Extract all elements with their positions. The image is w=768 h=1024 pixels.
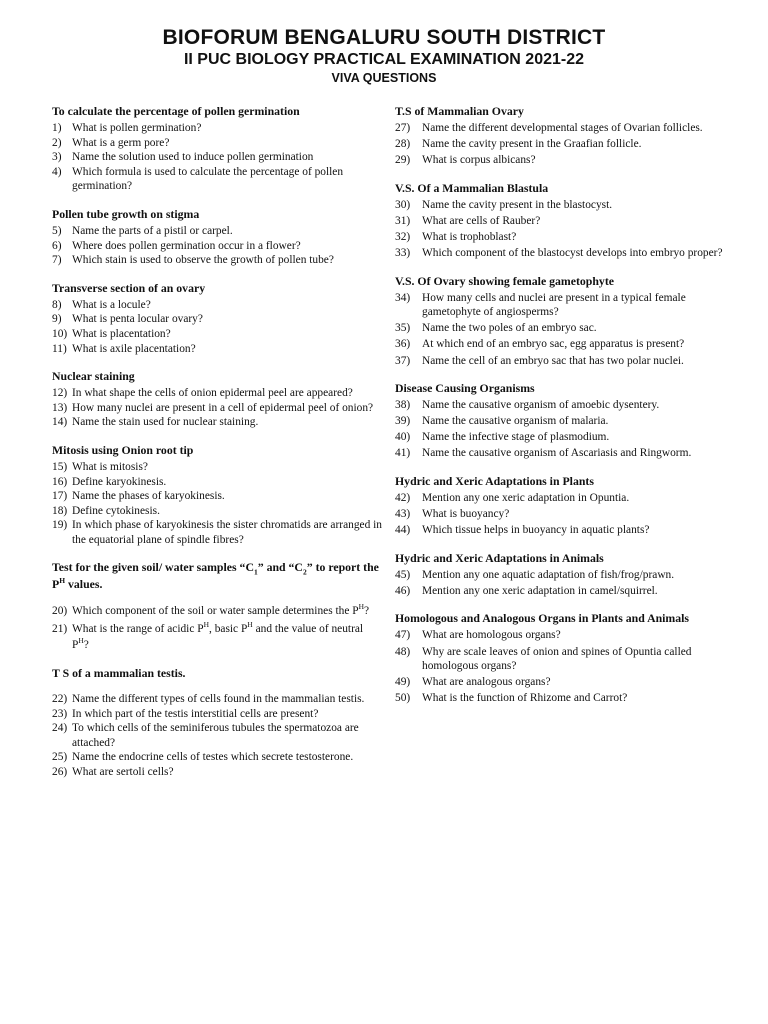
question-item — [395, 491, 725, 506]
section-title: V.S. Of Ovary showing female gametophyte — [395, 273, 614, 288]
question-section — [395, 610, 725, 705]
question-list — [52, 692, 382, 780]
question-item — [52, 504, 382, 519]
question-item — [395, 321, 725, 336]
question-item — [395, 414, 725, 429]
question-text: What are analogous organs? — [422, 676, 551, 689]
question-text: Name the cavity present in the Graafian follicle. — [422, 138, 642, 151]
question-section — [395, 273, 725, 368]
question-text: What is trophoblast? — [422, 230, 517, 243]
question-number: 40) — [395, 431, 411, 444]
question-item — [395, 507, 725, 522]
q20-part2: ? — [364, 605, 370, 618]
question-text: Name the causative organism of amoebic dysentery. — [422, 399, 660, 412]
question-text: Mention any one xeric adaptation in Opuntia. — [422, 492, 630, 504]
question-number: 29) — [395, 154, 411, 167]
left-column — [52, 103, 382, 792]
question-item — [52, 518, 382, 547]
question-text: Name the two poles of an embryo sac. — [422, 322, 597, 335]
q21-sup3: H — [78, 636, 84, 646]
question-text: What are sertoli cells? — [72, 766, 174, 779]
question-item — [395, 121, 725, 136]
question-text: Name the cavity present in the blastocyst. — [422, 198, 613, 211]
question-text: Where does pollen germination occur in a flower? — [72, 239, 301, 252]
question-number: 41) — [395, 447, 411, 460]
question-text: What is a locule? — [72, 298, 151, 311]
question-number: 36) — [395, 338, 411, 351]
question-item — [395, 628, 725, 643]
question-item — [52, 224, 382, 239]
question-text: Mention any one aquatic adaptation of fish/frog/prawn. — [422, 568, 675, 581]
section-title: Disease Causing Organisms — [395, 381, 535, 396]
question-item — [52, 765, 382, 780]
question-item — [52, 401, 382, 416]
question-text: In which part of the testis interstitial cells are present? — [72, 707, 319, 720]
q21-part4: ? — [83, 639, 89, 652]
soil-title-part1: Test for the given soil/ water samples “C — [52, 560, 254, 575]
question-number: 16) — [52, 475, 68, 488]
question-number: 13) — [52, 401, 68, 414]
viva-heading: VIVA QUESTIONS — [331, 71, 437, 85]
question-number: 25) — [52, 751, 68, 764]
question-number: 49) — [395, 676, 411, 689]
question-number: 9) — [52, 313, 62, 326]
question-text: Which tissue helps in buoyancy in aquatic plants? — [422, 524, 650, 537]
question-number: 44) — [395, 524, 411, 537]
question-number: 50) — [395, 692, 411, 705]
question-number: 43) — [395, 508, 411, 521]
q21-sup1: H — [203, 620, 209, 630]
question-item — [395, 446, 725, 461]
question-item — [395, 354, 725, 369]
question-number: 1) — [52, 122, 62, 134]
question-number: 46) — [395, 584, 411, 597]
section-soil-ph — [52, 559, 382, 653]
question-text: What are homologous organs? — [422, 629, 561, 642]
question-text: What is a germ pore? — [72, 136, 170, 149]
question-number: 38) — [395, 399, 411, 412]
question-number: 19) — [52, 519, 68, 532]
question-number: 5) — [52, 224, 62, 237]
question-item — [395, 584, 725, 599]
question-text: What is the function of Rhizome and Carrot? — [422, 692, 628, 705]
question-text: In what shape the cells of onion epidermal peel are appeared? — [72, 387, 353, 400]
question-text: What is placentation? — [72, 327, 171, 340]
question-number: 31) — [395, 214, 411, 227]
section-title: Pollen tube growth on stigma — [52, 206, 200, 221]
question-text: What is penta locular ovary? — [72, 313, 203, 326]
question-text: How many nuclei are present in a cell of epidermal peel of onion? — [72, 401, 374, 414]
question-text: At which end of an embryo sac, egg apparatus is present? — [422, 338, 685, 351]
question-text: Name the phases of karyokinesis. — [72, 490, 225, 503]
question-item — [52, 721, 382, 750]
question-item — [395, 568, 725, 583]
question-number: 15) — [52, 460, 68, 473]
question-number: 48) — [395, 645, 411, 658]
section-testis — [52, 665, 382, 780]
section-title: Nuclear staining — [52, 369, 135, 384]
question-number: 23) — [52, 707, 68, 720]
question-text: In which phase of karyokinesis the sister chromatids are arranged in the equatorial plane of spindle fibres? — [72, 519, 382, 546]
section-title: Mitosis using Onion root tip — [52, 442, 194, 457]
question-text: Define karyokinesis. — [72, 475, 167, 488]
section-title: Hydric and Xeric Adaptations in Animals — [395, 550, 604, 565]
question-section — [395, 180, 725, 261]
question-item — [395, 645, 725, 674]
question-number: 6) — [52, 239, 62, 252]
section-title: Homologous and Analogous Organs in Plants and Animals — [395, 611, 690, 626]
question-item — [52, 165, 382, 194]
question-section — [52, 442, 382, 548]
question-number: 3) — [52, 151, 62, 164]
question-number: 26) — [52, 766, 68, 779]
question-section — [395, 103, 725, 168]
question-section — [52, 368, 382, 430]
question-item — [52, 692, 382, 707]
question-text: Name the different developmental stages of Ovarian follicles. — [422, 122, 703, 134]
question-text: To which cells of the seminiferous tubules the spermatozoa are attached? — [72, 722, 359, 749]
question-text: What is axile placentation? — [72, 342, 196, 355]
question-text: Why are scale leaves of onion and spines of Opuntia called homologous organs? — [422, 645, 692, 673]
question-number: 33) — [395, 247, 411, 260]
question-number: 8) — [52, 298, 62, 311]
question-number: 12) — [52, 387, 68, 400]
question-item — [395, 430, 725, 445]
left-sections — [52, 103, 382, 547]
question-item — [52, 150, 382, 165]
question-number: 37) — [395, 354, 411, 367]
question-section — [52, 280, 382, 356]
question-item — [52, 415, 382, 430]
question-item — [52, 239, 382, 254]
q21-sup2: H — [247, 620, 253, 630]
question-number: 4) — [52, 165, 62, 178]
question-number: 2) — [52, 136, 62, 149]
question-item — [395, 523, 725, 538]
section-title: Hydric and Xeric Adaptations in Plants — [395, 474, 594, 488]
question-section — [395, 550, 725, 599]
question-number: 32) — [395, 230, 411, 243]
question-text: Name the different types of cells found in the mammalian testis. — [72, 693, 365, 706]
q21-part2: , basic P — [209, 623, 248, 636]
soil-title-sub1: 1 — [253, 567, 258, 577]
question-item — [395, 691, 725, 706]
section-title: V.S. Of a Mammalian Blastula — [395, 180, 549, 195]
question-number: 42) — [395, 492, 411, 504]
question-text: Which formula is used to calculate the percentage of pollen germination? — [72, 165, 344, 193]
section-title: T.S of Mammalian Ovary — [395, 104, 524, 118]
q20-sup: H — [358, 602, 365, 612]
question-number: 10) — [52, 327, 68, 340]
question-number: 35) — [395, 322, 411, 335]
question-number: 27) — [395, 122, 411, 134]
question-item — [395, 398, 725, 413]
question-text: Name the parts of a pistil or carpel. — [72, 224, 233, 237]
question-item — [52, 460, 382, 475]
question-item — [395, 137, 725, 152]
question-item — [52, 312, 382, 327]
question-text: Name the solution used to induce pollen germination — [72, 151, 314, 164]
document-title: BIOFORUM BENGALURU SOUTH DISTRICT — [162, 26, 606, 49]
question-number: 11) — [52, 342, 67, 355]
question-item — [52, 750, 382, 765]
question-text — [72, 604, 382, 619]
question-number: 28) — [395, 138, 411, 151]
question-number: 21) — [52, 623, 68, 636]
q20-part1: Which component of the soil or water sample determines the P — [72, 605, 359, 618]
question-item — [395, 153, 725, 168]
question-section — [52, 103, 382, 194]
question-number: 17) — [52, 490, 68, 503]
question-text: Define cytokinesis. — [72, 504, 160, 517]
question-item — [52, 621, 382, 653]
question-item — [52, 342, 382, 357]
question-item — [395, 230, 725, 245]
question-item — [395, 214, 725, 229]
question-number: 18) — [52, 504, 68, 517]
question-text: Which component of the blastocyst develops into embryo proper? — [422, 247, 723, 260]
question-item — [52, 707, 382, 722]
question-text: What is mitosis? — [72, 460, 148, 473]
question-number: 39) — [395, 415, 411, 428]
question-section — [395, 380, 725, 461]
question-text: Name the endocrine cells of testes which secrete testosterone. — [72, 751, 354, 764]
question-number: 47) — [395, 629, 411, 642]
question-number: 20) — [52, 605, 68, 618]
section-title — [52, 559, 382, 593]
question-text: Name the cell of an embryo sac that has two polar nuclei. — [422, 354, 684, 367]
question-item — [52, 327, 382, 342]
question-item — [395, 675, 725, 690]
question-number: 34) — [395, 291, 411, 304]
question-text — [72, 621, 382, 653]
question-number: 45) — [395, 568, 411, 581]
q21-part1: What is the range of acidic P — [72, 623, 204, 636]
question-text: What are cells of Rauber? — [422, 214, 541, 227]
question-item — [52, 475, 382, 490]
question-item — [52, 298, 382, 313]
right-column — [395, 103, 725, 718]
question-text: Name the causative organism of Ascariasis and Ringworm. — [422, 447, 692, 460]
soil-title-part2: ” and “C — [257, 560, 303, 575]
question-text: Mention any one xeric adaptation in camel/squirrel. — [422, 584, 658, 597]
question-number: 14) — [52, 416, 68, 429]
question-text: Which stain is used to observe the growth of pollen tube? — [72, 254, 334, 267]
question-item — [52, 121, 382, 136]
question-number: 7) — [52, 254, 62, 267]
question-number: 30) — [395, 198, 411, 211]
section-title: Transverse section of an ovary — [52, 280, 206, 295]
question-item — [395, 337, 725, 352]
question-item — [395, 198, 725, 213]
question-item — [52, 489, 382, 504]
right-sections — [395, 103, 725, 706]
question-item — [52, 604, 382, 619]
soil-title-part3: ” to report the P — [52, 560, 379, 592]
soil-title-sup: H — [59, 576, 66, 586]
section-title: T S of a mammalian testis. — [52, 666, 186, 681]
question-item — [52, 386, 382, 401]
question-text: How many cells and nuclei are present in a typical female gametophyte of angiosperms? — [422, 291, 686, 319]
question-item — [52, 136, 382, 151]
question-item — [395, 246, 725, 261]
exam-title: II PUC BIOLOGY PRACTICAL EXAMINATION 2021-22 — [183, 51, 585, 68]
question-text: Name the causative organism of malaria. — [422, 415, 609, 428]
question-text: What is buoyancy? — [422, 508, 510, 521]
q21-part3: and the value of neutral P — [72, 623, 364, 652]
soil-title-part4: values. — [65, 577, 103, 592]
section-title: To calculate the percentage of pollen germination — [52, 104, 300, 118]
question-text: What is pollen germination? — [72, 122, 202, 134]
question-text: Name the infective stage of plasmodium. — [422, 431, 610, 444]
question-item — [52, 253, 382, 268]
question-section — [395, 473, 725, 538]
question-text: What is corpus albicans? — [422, 154, 536, 167]
question-item — [395, 291, 725, 320]
question-number: 24) — [52, 722, 68, 735]
question-number: 22) — [52, 693, 68, 706]
soil-title-sub2: 2 — [302, 567, 307, 577]
question-text: Name the stain used for nuclear staining. — [72, 416, 259, 429]
question-section — [52, 206, 382, 268]
